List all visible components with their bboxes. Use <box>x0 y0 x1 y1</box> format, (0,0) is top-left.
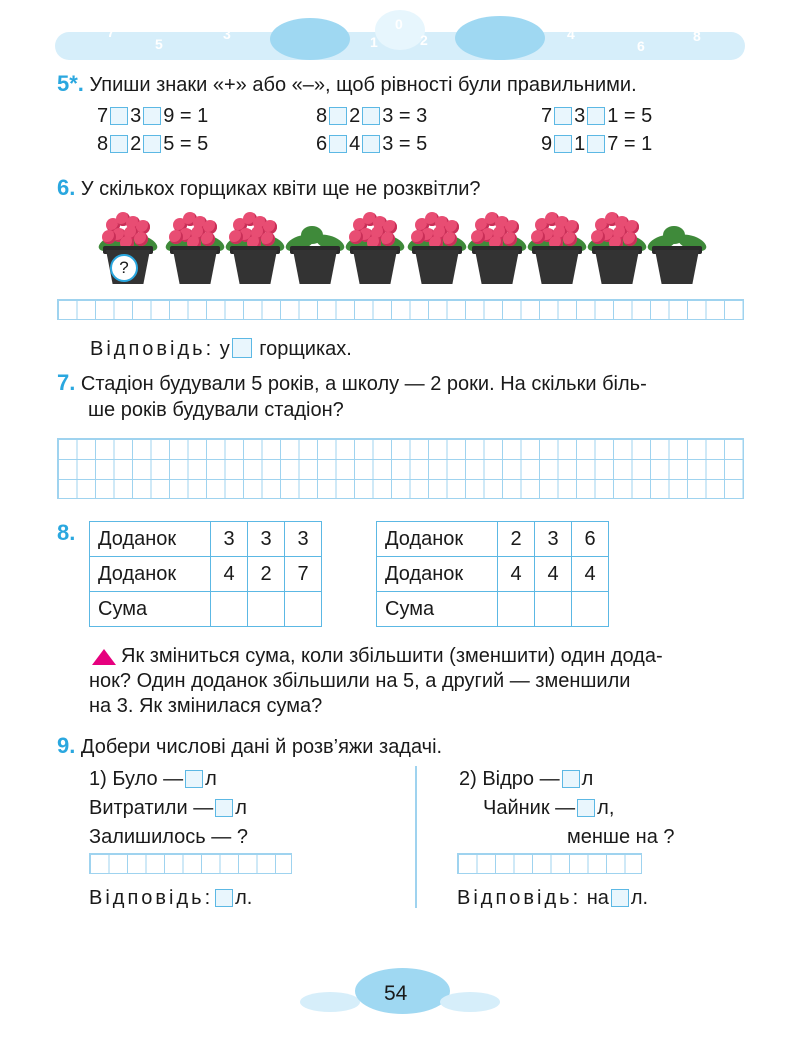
task-number: 6. <box>57 175 76 200</box>
answer-box[interactable] <box>554 135 572 153</box>
equation <box>541 132 652 156</box>
operand: 8 <box>316 105 328 127</box>
operand: 7 = 1 <box>607 133 653 155</box>
value-cell: 4 <box>211 557 248 592</box>
task7-line2: ше років будували стадіон? <box>88 399 344 421</box>
unit: л, <box>597 797 615 819</box>
value-cell: 3 <box>535 522 572 557</box>
value-cell: 4 <box>498 557 535 592</box>
table-row <box>377 592 609 627</box>
equation <box>97 132 208 156</box>
unit: л. <box>235 887 253 909</box>
unit: л. <box>630 887 649 909</box>
row-label: Сума <box>90 592 211 627</box>
table-row <box>377 522 609 557</box>
triangle-icon <box>92 649 116 665</box>
unit: л <box>205 768 217 790</box>
answer-grid[interactable] <box>57 299 744 320</box>
operand: 3 = 5 <box>382 133 428 155</box>
task-number: 7. <box>57 370 76 395</box>
operand: 7 <box>97 105 109 127</box>
problem1-answer <box>89 886 252 910</box>
answer-box[interactable] <box>329 135 347 153</box>
sum-cell[interactable] <box>285 592 322 627</box>
task8-question-line1: Як зміниться сума, коли збільшити (зменшити) один дода- <box>121 645 663 667</box>
task-text: Добери числові дані й розв’яжи задачі. <box>80 736 443 758</box>
sum-table-1 <box>89 521 322 627</box>
answer-box[interactable] <box>110 135 128 153</box>
value-cell: 3 <box>211 522 248 557</box>
problem1-line1 <box>89 767 217 791</box>
problem1-line3: Залишилось — ? <box>89 826 248 848</box>
header-digit: 7 <box>107 24 115 40</box>
table-row <box>377 557 609 592</box>
answer-box[interactable] <box>110 107 128 125</box>
operand: 1 <box>574 133 586 155</box>
header-digit: 3 <box>223 26 231 42</box>
answer-box[interactable] <box>143 107 161 125</box>
task6-answer <box>90 337 352 361</box>
table-row <box>90 557 322 592</box>
value-cell: 4 <box>535 557 572 592</box>
row-label: Доданок <box>90 522 211 557</box>
answer-label: Відповідь: <box>89 887 214 909</box>
answer-box[interactable] <box>362 107 380 125</box>
equation <box>541 104 652 128</box>
header-digit: 8 <box>693 28 701 44</box>
problem1-grid[interactable] <box>89 853 292 874</box>
table-row <box>90 522 322 557</box>
operand: 3 = 3 <box>382 105 428 127</box>
header-digit: 2 <box>420 32 428 48</box>
row-label: Сума <box>377 592 498 627</box>
answer-box[interactable] <box>143 135 161 153</box>
answer-post: горщиках. <box>259 338 352 360</box>
unit: л <box>581 768 594 790</box>
task-text: У скількох горщиках квіти ще не розквітли? <box>80 178 481 200</box>
operand: 2 <box>349 105 361 127</box>
task-text: Упиши знаки «+» або «–», щоб рівності були правильними. <box>89 74 637 96</box>
answer-box[interactable] <box>611 889 629 907</box>
label: 1) Було — <box>89 768 184 790</box>
task-number: 5*. <box>57 71 84 96</box>
unit: л <box>235 797 247 819</box>
answer-box[interactable] <box>554 107 572 125</box>
sum-cell[interactable] <box>535 592 572 627</box>
answer-box[interactable] <box>329 107 347 125</box>
answer-label: Відповідь: <box>90 338 215 360</box>
problem2-line2 <box>483 796 614 820</box>
sum-cell[interactable] <box>248 592 285 627</box>
answer-box[interactable] <box>215 799 233 817</box>
problem1-line2 <box>89 796 247 820</box>
operand: 7 <box>541 105 553 127</box>
answer-box[interactable] <box>215 889 233 907</box>
operand: 3 <box>130 105 142 127</box>
task-number: 8. <box>57 520 76 545</box>
equation <box>316 132 427 156</box>
answer-box[interactable] <box>232 338 252 358</box>
operand: 9 = 1 <box>163 105 209 127</box>
task8-question-line3: на 3. Як змінилася сума? <box>89 695 323 717</box>
operand: 8 <box>97 133 109 155</box>
problem2-line3: менше на ? <box>567 826 675 848</box>
header-digit: 4 <box>567 26 575 42</box>
problem2-answer <box>457 886 648 910</box>
answer-box[interactable] <box>587 107 605 125</box>
operand: 5 = 5 <box>163 133 209 155</box>
sum-cell[interactable] <box>498 592 535 627</box>
operand: 4 <box>349 133 361 155</box>
answer-box[interactable] <box>577 799 595 817</box>
operand: 1 = 5 <box>607 105 653 127</box>
answer-box[interactable] <box>185 770 203 788</box>
header-banner <box>55 10 745 65</box>
problem2-line1 <box>459 767 593 791</box>
task-text: Стадіон будували 5 років, а школу — 2 роки. На скільки біль- <box>80 373 647 395</box>
header-digit: 6 <box>637 38 645 54</box>
answer-box[interactable] <box>362 135 380 153</box>
header-digit: 1 <box>370 34 378 50</box>
table-row <box>90 592 322 627</box>
solution-grid[interactable] <box>57 438 744 499</box>
operand: 9 <box>541 133 553 155</box>
value-cell: 6 <box>572 522 609 557</box>
sum-cell[interactable] <box>572 592 609 627</box>
label: Витратили — <box>89 797 214 819</box>
value-cell: 3 <box>248 522 285 557</box>
value-cell: 2 <box>498 522 535 557</box>
label: 2) Відро — <box>459 768 560 790</box>
row-label: Доданок <box>377 522 498 557</box>
row-label: Доданок <box>377 557 498 592</box>
sum-table-2 <box>376 521 609 627</box>
answer-box[interactable] <box>562 770 580 788</box>
operand: 2 <box>130 133 142 155</box>
header-digit: 5 <box>155 36 163 52</box>
page-number: 54 <box>384 982 408 1005</box>
header-digit: 0 <box>395 16 403 32</box>
answer-pre: на <box>586 887 609 909</box>
answer-label: Відповідь: <box>457 887 582 909</box>
divider <box>415 766 417 908</box>
equation <box>316 104 427 128</box>
value-cell: 3 <box>285 522 322 557</box>
sum-cell[interactable] <box>211 592 248 627</box>
task6-heading <box>57 176 481 201</box>
task-number: 9. <box>57 733 76 758</box>
question-marker <box>110 254 138 282</box>
answer-pre: у <box>219 338 230 360</box>
task9-heading <box>57 734 442 759</box>
operand: 6 <box>316 133 328 155</box>
answer-box[interactable] <box>587 135 605 153</box>
row-label: Доданок <box>90 557 211 592</box>
question-mark: ? <box>119 258 129 277</box>
value-cell: 4 <box>572 557 609 592</box>
operand: 3 <box>574 105 586 127</box>
equation <box>97 104 208 128</box>
value-cell: 7 <box>285 557 322 592</box>
task7-line1 <box>57 371 647 396</box>
task8-question-line2: нок? Один доданок збільшили на 5, а другий — зменшили <box>89 670 631 692</box>
task5-heading <box>57 72 637 97</box>
value-cell: 2 <box>248 557 285 592</box>
problem2-grid[interactable] <box>457 853 642 874</box>
label: Чайник — <box>483 797 576 819</box>
